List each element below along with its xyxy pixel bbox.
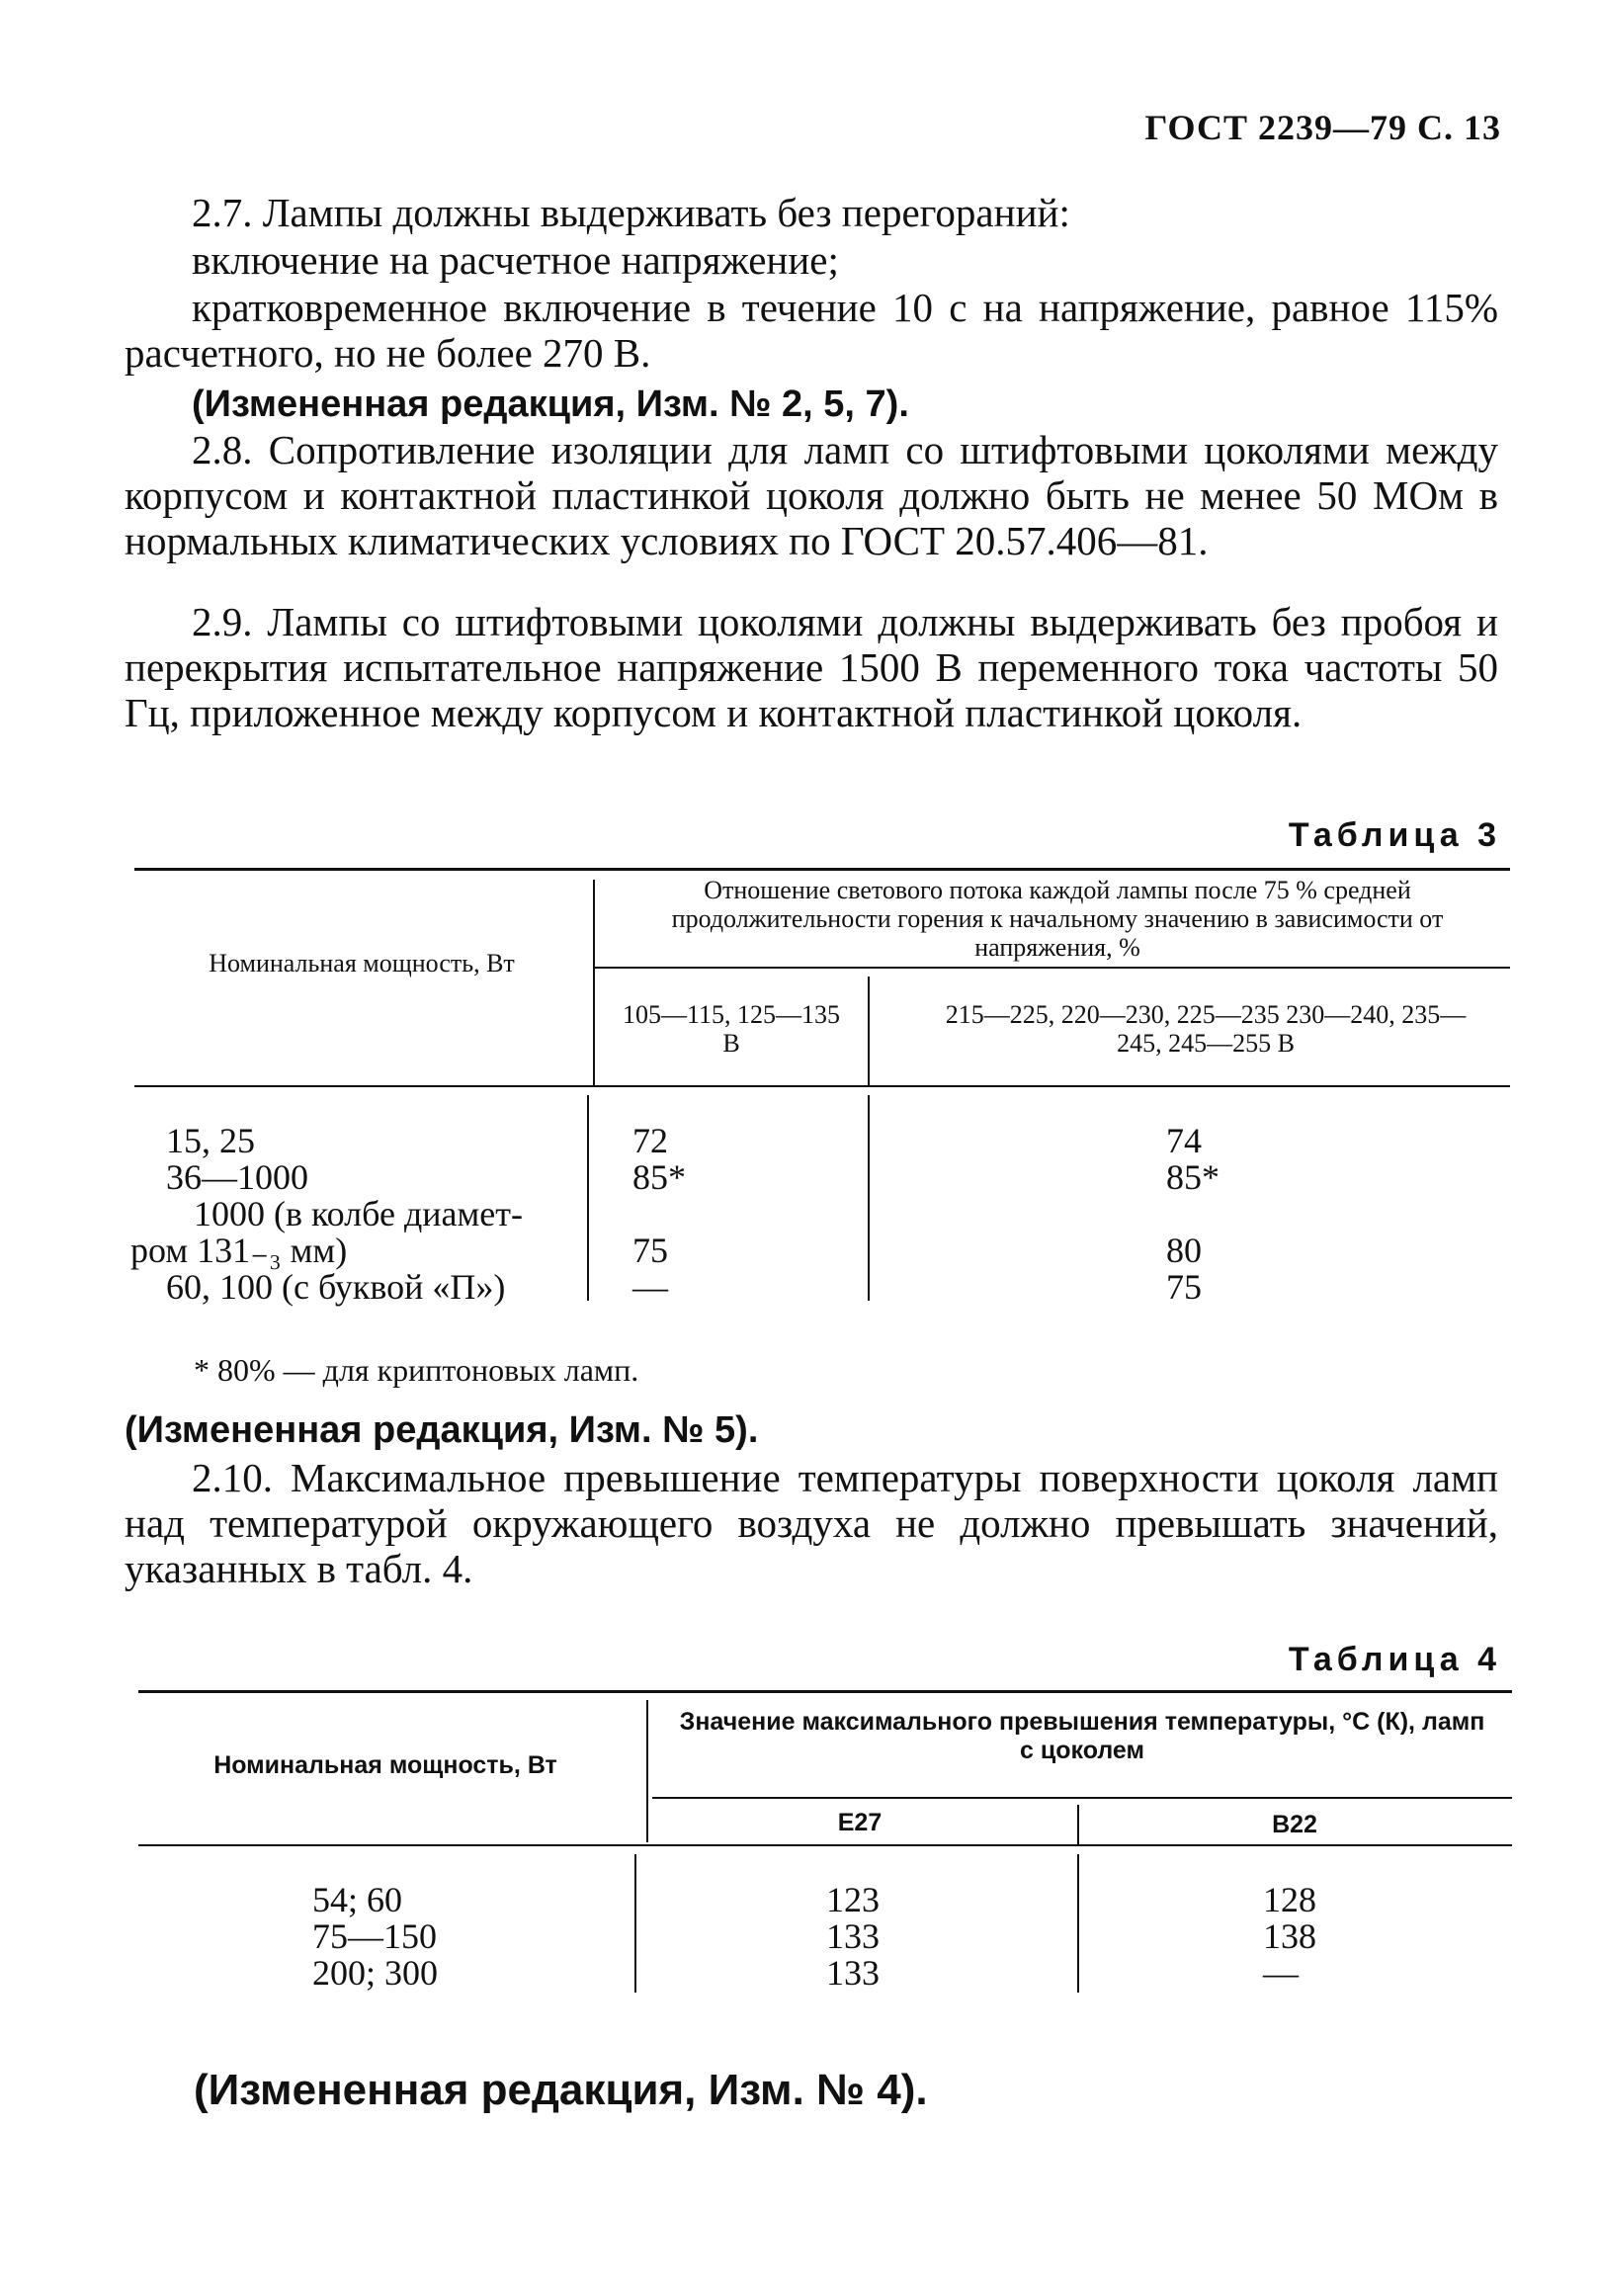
table4-row1-power: 54; 60 xyxy=(312,1880,403,1919)
table4-row2-e27: 133 xyxy=(826,1916,880,1956)
table3-row3-power: 1000 (в колбе диамет- xyxy=(194,1194,523,1233)
table3-row1-v1: 72 xyxy=(632,1121,668,1160)
table4-header-e27: E27 xyxy=(837,1809,883,1836)
table4-header-b22: B22 xyxy=(1272,1811,1317,1838)
table4-row3-b22: — xyxy=(1263,1953,1299,1993)
table3-row2-power: 36—1000 xyxy=(166,1157,308,1197)
table4-row1-e27: 123 xyxy=(826,1880,880,1919)
paragraph-2-7-line1: 2.7. Лампы должны выдерживать без перегораний: xyxy=(192,190,1070,235)
page-header: ГОСТ 2239—79 С. 13 xyxy=(1144,108,1501,147)
table3-row1-power: 15, 25 xyxy=(166,1121,255,1160)
edit-note-table4: (Измененная редакция, Изм. № 4). xyxy=(194,2066,928,2114)
table4-row2-power: 75—150 xyxy=(312,1916,437,1956)
paragraph-2-8: 2.8. Сопротивление изоляции для ламп со штифтовыми цоколями между корпусом и контактной пластинкой цоколя должно быть не менее 50 МОм в нормальных климатических условиях по ГОСТ 20.57.406—81. xyxy=(125,427,1498,563)
edit-note-table3: (Измененная редакция, Изм. № 5). xyxy=(125,1409,759,1451)
table4-caption: Таблица 4 xyxy=(1288,1641,1501,1678)
table3-row5-power: 60, 100 (с буквой «П») xyxy=(166,1267,506,1307)
table3-row5-v2: 75 xyxy=(1166,1267,1202,1307)
table4-row1-b22: 128 xyxy=(1263,1880,1316,1919)
table3-header-sub2: 215—225, 220—230, 225—235 230—240, 235—245, 245—255 В xyxy=(945,1000,1467,1058)
table3-header-sub1: 105—115, 125—135 В xyxy=(622,1000,841,1058)
table3-row4-power: ром 131₋₃ мм) xyxy=(130,1231,348,1270)
table3-row5-v1: — xyxy=(632,1267,668,1307)
table3-header-power: Номинальная мощность, Вт xyxy=(209,949,515,978)
table4-header-group: Значение максимального превышения температуры, °С (К), ламп с цоколем xyxy=(679,1708,1485,1764)
table3-footnote: * 80% — для криптоновых ламп. xyxy=(194,1352,639,1388)
paragraph-2-7-line3: кратковременное включение в течение 10 с на напряжение, равное 115% расчетного, но не более 270 В. xyxy=(125,285,1498,376)
table3-row4-v2: 80 xyxy=(1166,1231,1202,1270)
table3-row2-v2: 85* xyxy=(1166,1157,1220,1197)
table3-row1-v2: 74 xyxy=(1166,1121,1202,1160)
table4-row3-power: 200; 300 xyxy=(312,1953,439,1993)
paragraph-2-7-line2: включение на расчетное напряжение; xyxy=(192,237,839,283)
table3-row2-v1: 85* xyxy=(632,1157,686,1197)
table4-header-power: Номинальная мощность, Вт xyxy=(213,1751,557,1779)
table4-row3-e27: 133 xyxy=(826,1953,880,1993)
paragraph-2-10: 2.10. Максимальное превышение температуры поверхности цоколя ламп над температурой окружающего воздуха не должно превышать значений, указанных в табл. 4. xyxy=(125,1455,1498,1591)
table3-row4-v1: 75 xyxy=(632,1231,668,1270)
paragraph-2-9: 2.9. Лампы со штифтовыми цоколями должны выдерживать без пробоя и перекрытия испытательное напряжение 1500 В переменного тока частоты 50 Гц, приложенное между корпусом и контактной пластинкой цоколя. xyxy=(125,599,1498,735)
table3-caption: Таблица 3 xyxy=(1288,816,1501,854)
edit-note-2-7: (Измененная редакция, Изм. № 2, 5, 7). xyxy=(192,383,909,425)
table4-row2-b22: 138 xyxy=(1263,1916,1316,1956)
table3-header-group: Отношение светового потока каждой лампы после 75 % средней продолжительности горения к начальному значению в зависимости от напряжения, % xyxy=(671,876,1444,962)
